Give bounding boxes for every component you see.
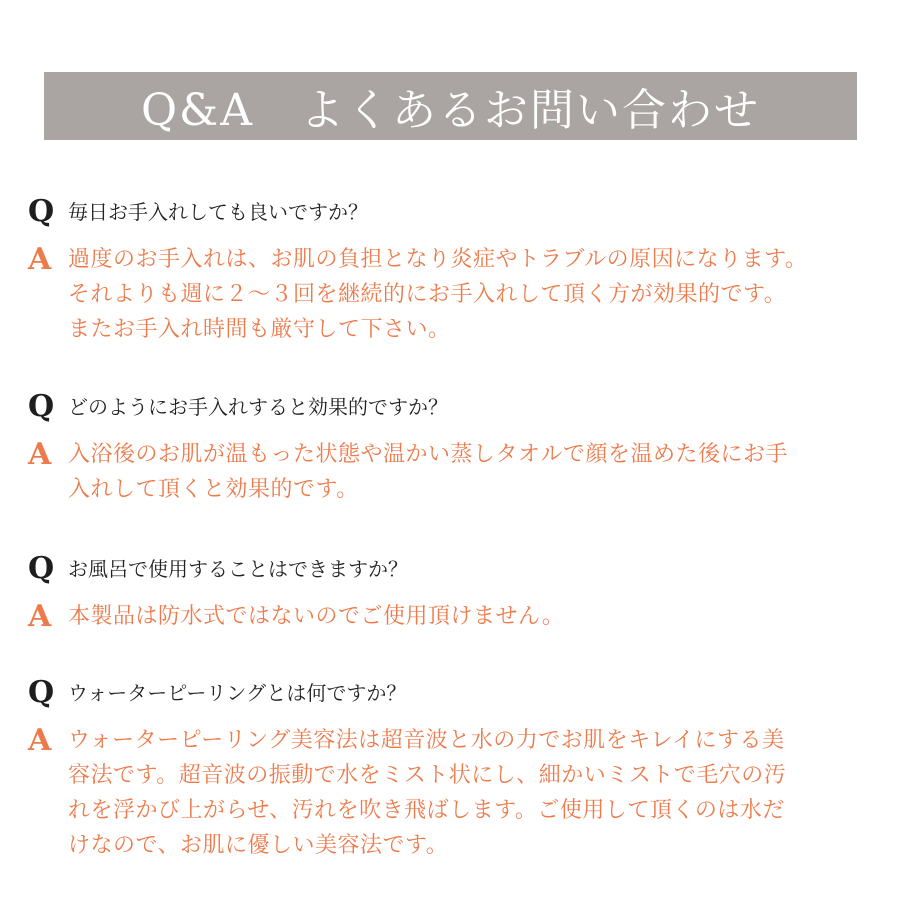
page-title: Q&A よくあるお問い合わせ [140, 85, 760, 136]
question-text: 毎日お手入れしても良いですか？ [68, 200, 368, 224]
answer-text [68, 242, 807, 347]
question-mark: Q [28, 389, 55, 424]
question-row [28, 551, 888, 587]
question-row [28, 194, 888, 230]
faq-item-1 [28, 194, 888, 347]
answer-row [28, 599, 888, 635]
answer-text [68, 723, 786, 863]
answer-line: けなので、お肌に優しい美容法です。 [68, 833, 449, 858]
answer-line: ウォーターピーリング美容法は超音波と水の力でお肌をキレイにする美 [68, 728, 785, 753]
answer-line: 本製品は防水式ではないのでご使用頂けません。 [68, 604, 565, 629]
header-banner [44, 72, 857, 140]
question-row [28, 675, 888, 711]
answer-text [68, 437, 788, 507]
question-text: お風呂で使用することはできますか？ [68, 557, 408, 581]
faq-item-2 [28, 389, 888, 507]
question-row [28, 389, 888, 425]
answer-text [68, 599, 564, 634]
answer-mark: A [28, 437, 52, 472]
faq-item-3 [28, 551, 888, 635]
answer-line: 入浴後のお肌が温もった状態や温かい蒸しタオルで顔を温めた後にお手 [68, 442, 789, 467]
answer-mark: A [28, 723, 52, 758]
answer-line: れを浮かび上がらせ、汚れを吹き飛ばします。ご使用して頂くのは水だ [68, 798, 785, 823]
answer-line: 容法です。超音波の振動で水をミスト状にし、細かいミストで毛穴の汚 [68, 763, 787, 788]
question-text: ウォーターピーリングとは何ですか？ [68, 681, 407, 705]
question-text: どのようにお手入れすると効果的ですか？ [68, 395, 448, 419]
question-mark: Q [28, 194, 55, 229]
answer-mark: A [28, 599, 52, 634]
question-mark: Q [28, 551, 55, 586]
answer-line: 過度のお手入れは、お肌の負担となり炎症やトラブルの原因になります。 [68, 247, 808, 272]
answer-mark: A [28, 242, 52, 277]
question-mark: Q [28, 675, 55, 710]
faq-item-4 [28, 675, 888, 863]
answer-line: それよりも週に２～３回を継続的にお手入れして頂く方が効果的です。 [68, 282, 787, 307]
answer-line: 入れして頂くと効果的です。 [68, 477, 359, 502]
answer-row [28, 723, 888, 863]
answer-row [28, 437, 888, 507]
answer-line: またお手入れ時間も厳守して下さい。 [68, 317, 451, 342]
answer-row [28, 242, 888, 347]
